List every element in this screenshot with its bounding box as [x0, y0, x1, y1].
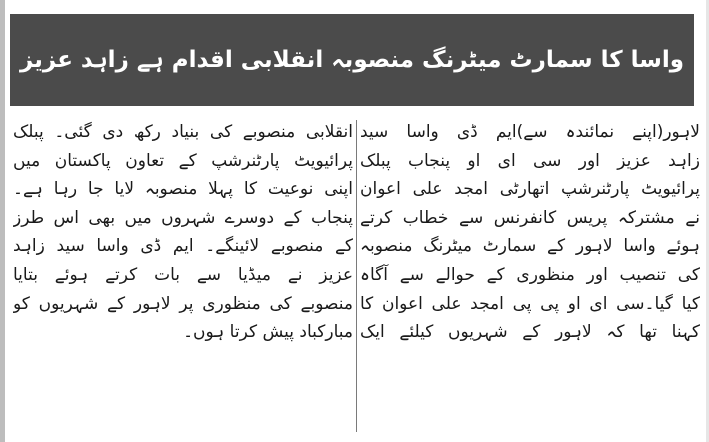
- article-line: انقلابی منصوبے کی بنیاد رکھ دی گئی۔ پبلک: [13, 122, 353, 142]
- article-line: ہوئے واسا لاہور کے سمارٹ میٹرنگ منصوبہ: [360, 236, 700, 257]
- article-line: اپنی نوعیت کا پہلا منصوبہ لایا جا رہا ہے۔: [13, 179, 353, 200]
- article-columns: [12, 118, 700, 434]
- article-line: نے مشترکہ پریس کانفرنس سے خطاب کرتے: [360, 207, 700, 228]
- article-line: منصوبے کی منظوری پر لاہور کے شہریوں کو: [13, 293, 353, 314]
- article-line: پرائیویٹ پارٹنرشپ کے تعاون پاکستان میں: [13, 150, 353, 171]
- article-line: پنجاب کے دوسرے شہروں میں بھی اس طرز: [13, 207, 353, 228]
- column-divider: [356, 120, 357, 432]
- article-line: کیا گیا۔سی ای او پی پی امجد علی اعوان کا: [360, 293, 700, 314]
- article-column-right: [360, 118, 700, 434]
- article-line: کہنا تھا کہ لاہور کے شہریوں کیلئے ایک: [360, 322, 700, 343]
- article-column-left: [13, 118, 353, 434]
- article-line: زاہد عزیز اور سی ای او پنجاب پبلک: [360, 150, 700, 171]
- headline: واسا کا سمارٹ میٹرنگ منصوبہ انقلابی اقدام ہے زاہد عزیز: [19, 47, 685, 73]
- headline-banner: [10, 14, 694, 106]
- article-line: عزیز نے میڈیا سے بات کرتے ہوئے بتایا: [13, 264, 353, 285]
- left-border-rule: [0, 0, 5, 442]
- article-line: مبارکباد پیش کرتا ہوں۔: [183, 322, 353, 343]
- article-line: لاہور(اپنے نمائندہ سے)ایم ڈی واسا سید: [360, 122, 700, 142]
- article-line: کی تنصیب اور منظوری کے حوالے سے آگاہ: [360, 264, 700, 285]
- article-line: کے منصوبے لائینگے۔ ایم ڈی واسا سید زاہد: [13, 236, 353, 257]
- article-line: پرائیویٹ پارٹنرشپ اتھارٹی امجد علی اعوان: [360, 179, 700, 200]
